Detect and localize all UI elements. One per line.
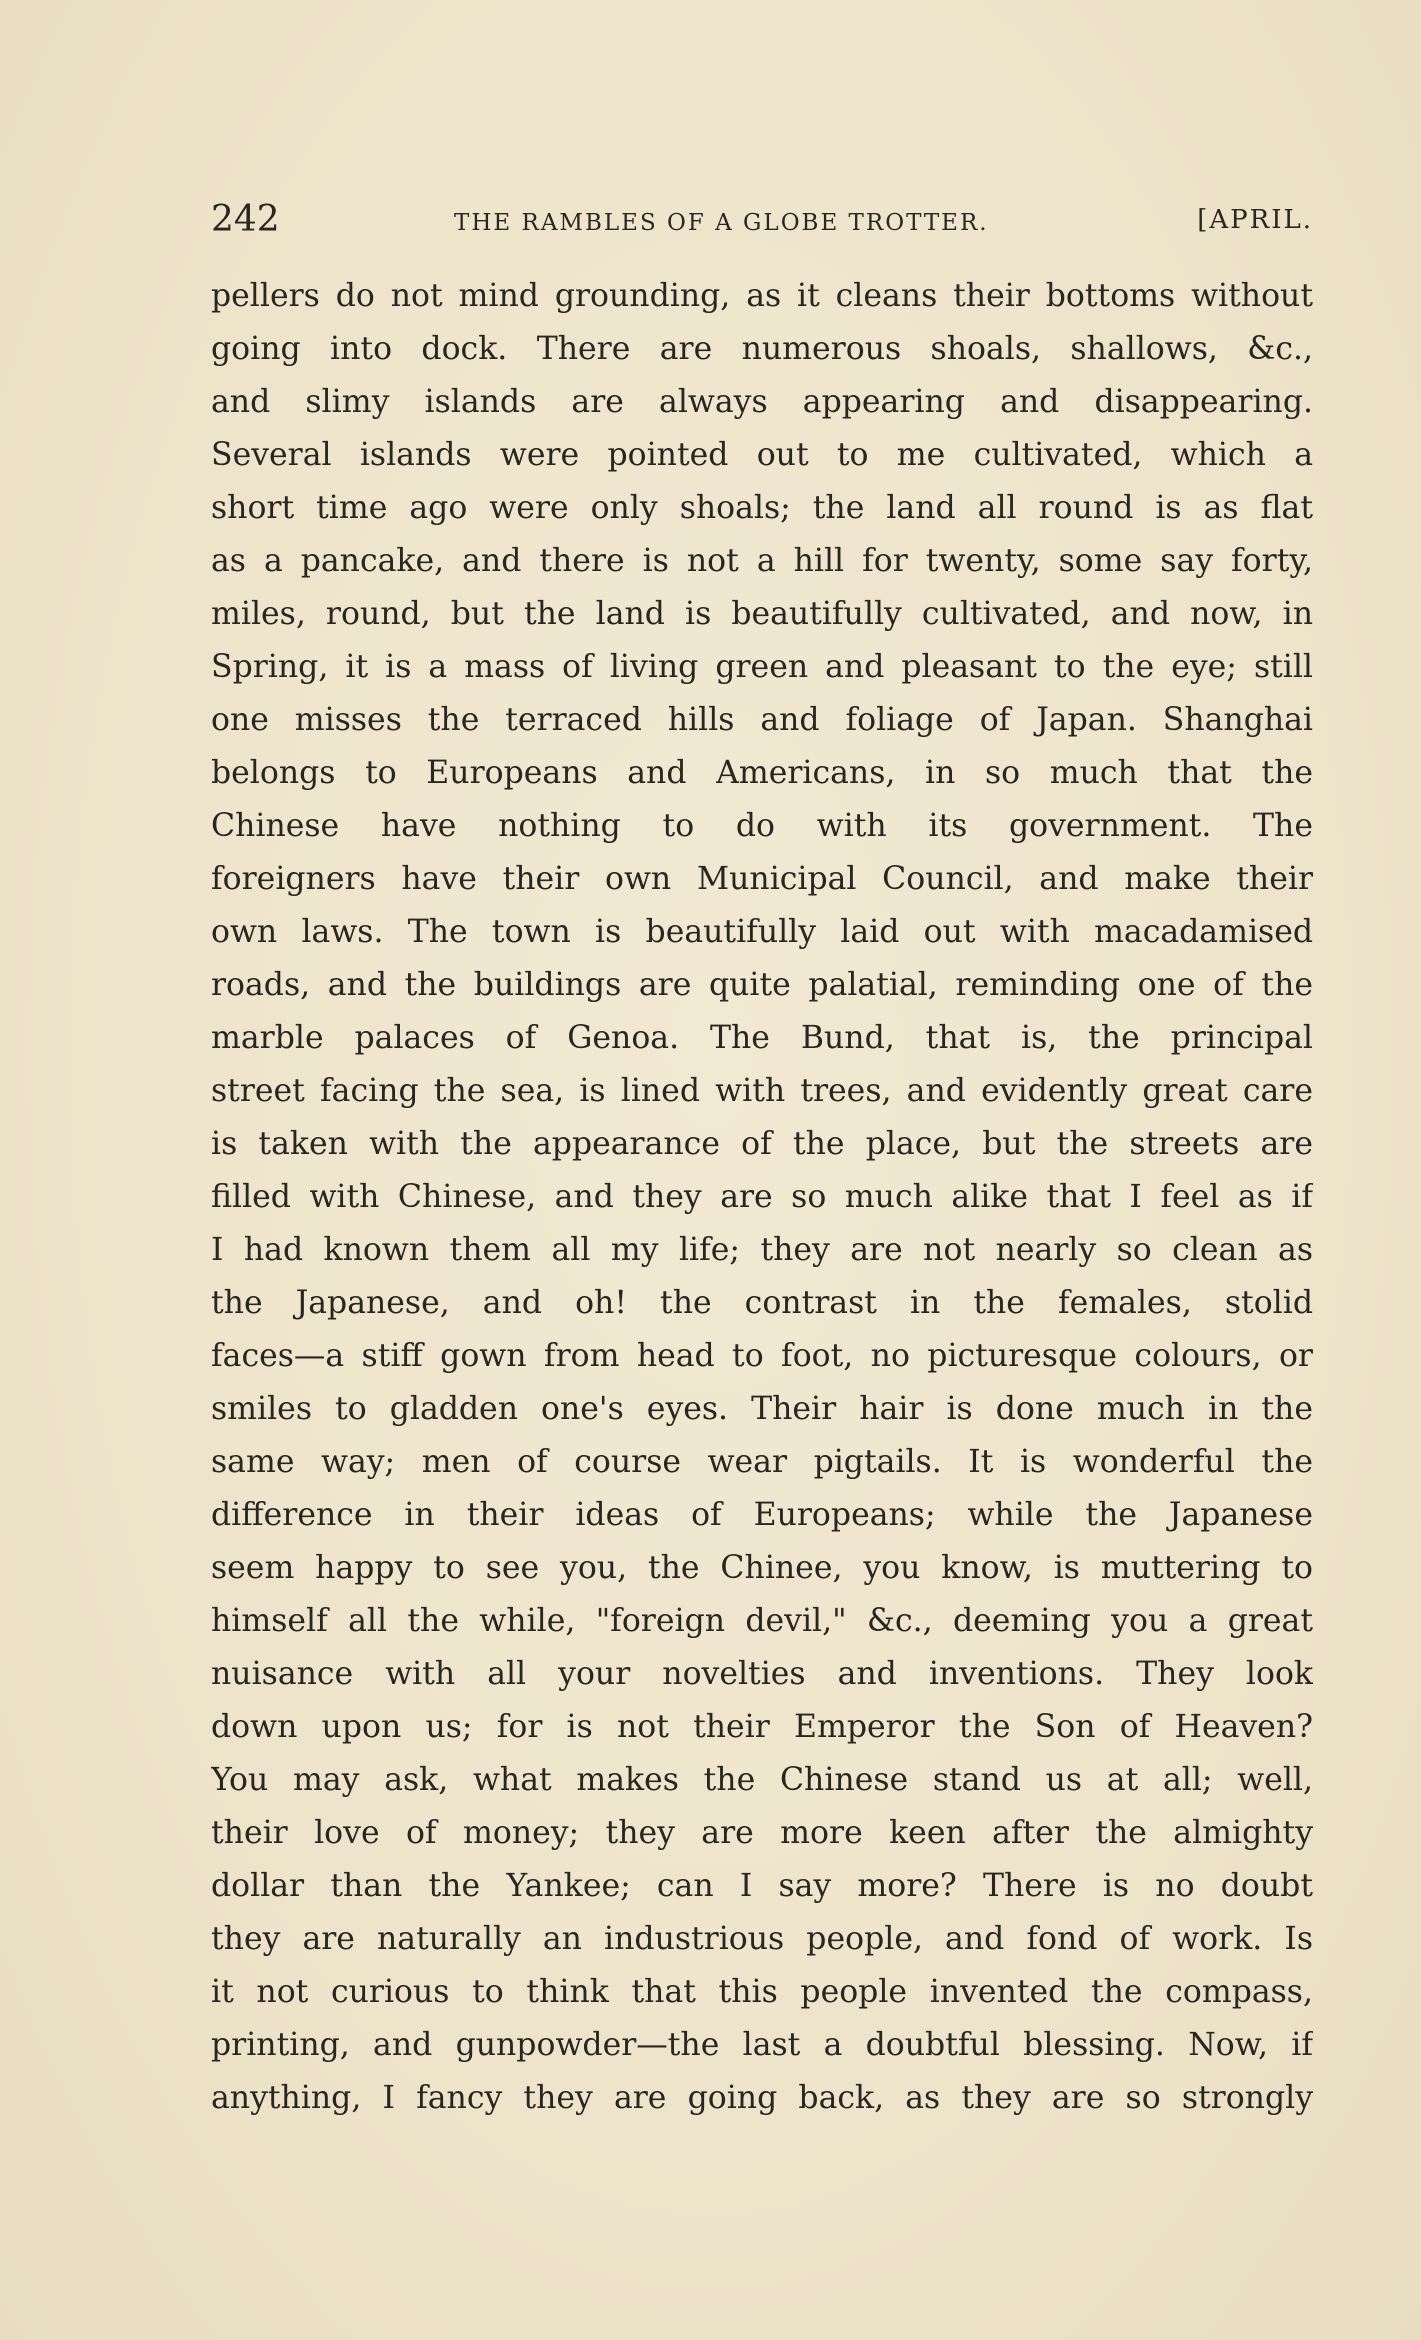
page-number: 242 [211,199,280,240]
text-line: belongs to Europeans and Americans, in so much that the [211,755,1313,791]
text-line: You may ask, what makes the Chinese stand us at all; well, [211,1762,1313,1798]
text-line: seem happy to see you, the Chinee, you know, is muttering to [211,1550,1313,1586]
text-line: dollar than the Yankee; can I say more? There is no doubt [211,1868,1313,1904]
text-line: their love of money; they are more keen after the almighty [211,1815,1313,1851]
page-header [211,196,1313,246]
section-mark: [APRIL. [1197,205,1313,235]
text-line: himself all the while, "foreign devil," &c., deeming you a great [211,1603,1313,1639]
text-line: same way; men of course wear pigtails. It is wonderful the [211,1444,1313,1480]
text-line: street facing the sea, is lined with trees, and evidently great care [211,1073,1313,1109]
text-line: printing, and gunpowder—the last a doubtful blessing. Now, if [211,2027,1313,2063]
text-line: nuisance with all your novelties and inventions. They look [211,1656,1313,1692]
text-line: miles, round, but the land is beautifully cultivated, and now, in [211,596,1313,632]
text-line: as a pancake, and there is not a hill for twenty, some say forty, [211,543,1313,579]
text-line: anything, I fancy they are going back, as they are so strongly [211,2080,1313,2116]
text-line: Chinese have nothing to do with its government. The [211,808,1313,844]
text-line: going into dock. There are numerous shoals, shallows, &c., [211,331,1313,367]
text-line: smiles to gladden one's eyes. Their hair is done much in the [211,1391,1313,1427]
text-line: they are naturally an industrious people, and fond of work. Is [211,1921,1313,1957]
text-line: Several islands were pointed out to me cultivated, which a [211,437,1313,473]
text-line: pellers do not mind grounding, as it cleans their bottoms without [211,278,1313,314]
text-line: is taken with the appearance of the place, but the streets are [211,1126,1313,1162]
text-line: difference in their ideas of Europeans; while the Japanese [211,1497,1313,1533]
text-line: short time ago were only shoals; the land all round is as flat [211,490,1313,526]
text-line: faces—a stiff gown from head to foot, no picturesque colours, or [211,1338,1313,1374]
text-line: foreigners have their own Municipal Council, and make their [211,861,1313,897]
text-line: I had known them all my life; they are not nearly so clean as [211,1232,1313,1268]
running-title: THE RAMBLES OF A GLOBE TROTTER. [454,210,989,236]
text-line: own laws. The town is beautifully laid out with macadamised [211,914,1313,950]
text-line: filled with Chinese, and they are so much alike that I feel as if [211,1179,1313,1215]
text-line: marble palaces of Genoa. The Bund, that is, the principal [211,1020,1313,1056]
text-line: the Japanese, and oh! the contrast in the females, stolid [211,1285,1313,1321]
text-line: one misses the terraced hills and foliage of Japan. Shanghai [211,702,1313,738]
text-line: roads, and the buildings are quite palatial, reminding one of the [211,967,1313,1003]
text-line: down upon us; for is not their Emperor the Son of Heaven? [211,1709,1313,1745]
text-line: and slimy islands are always appearing and disappearing. [211,384,1313,420]
body-text [211,270,1313,2125]
text-line: Spring, it is a mass of living green and pleasant to the eye; still [211,649,1313,685]
text-line: it not curious to think that this people invented the compass, [211,1974,1313,2010]
